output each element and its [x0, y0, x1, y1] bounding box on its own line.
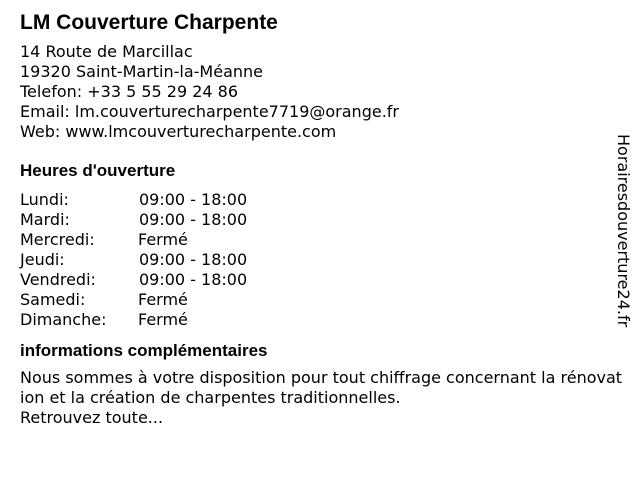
day-label: Dimanche: — [20, 310, 107, 329]
day-label: Samedi: — [20, 290, 86, 309]
hours-heading: Heures d'ouverture — [20, 161, 176, 180]
day-label: Mercredi: — [20, 230, 95, 249]
address-city: 19320 Saint-Martin-la-Méanne — [20, 62, 263, 81]
hours-row-tuesday — [20, 210, 610, 230]
hours-row-wednesday — [20, 230, 610, 250]
day-hours: 09:00 - 18:00 — [139, 250, 248, 269]
hours-row-thursday — [20, 250, 610, 270]
phone-line[interactable]: Telefon: +33 5 55 29 24 86 — [20, 82, 239, 101]
info-text-more: Retrouvez toute... — [20, 408, 164, 427]
address-street: 14 Route de Marcillac — [20, 42, 193, 61]
day-hours: Fermé — [138, 230, 188, 249]
day-label: Lundi: — [20, 190, 69, 209]
hours-row-friday — [20, 270, 610, 290]
day-hours: 09:00 - 18:00 — [139, 270, 248, 289]
hours-table — [20, 190, 610, 330]
info-heading: informations complémentaires — [20, 341, 268, 360]
web-line[interactable]: Web: www.lmcouverturecharpente.com — [20, 122, 337, 141]
day-hours: 09:00 - 18:00 — [139, 190, 248, 209]
day-hours: Fermé — [138, 310, 188, 329]
day-label: Mardi: — [20, 210, 70, 229]
info-text-paragraph: Nous sommes à votre disposition pour tout chiffrage concernant la rénovation et la création de charpentes traditionnelles. — [20, 368, 623, 407]
info-text — [20, 368, 624, 428]
email-line[interactable]: Email: lm.couverturecharpente7719@orange.fr — [20, 102, 399, 121]
hours-row-monday — [20, 190, 610, 210]
hours-row-sunday — [20, 310, 610, 330]
day-label: Jeudi: — [20, 250, 65, 269]
day-hours: 09:00 - 18:00 — [139, 210, 248, 229]
day-hours: Fermé — [138, 290, 188, 309]
hours-row-saturday — [20, 290, 610, 310]
business-name: LM Couverture Charpente — [20, 11, 278, 34]
day-label: Vendredi: — [20, 270, 96, 289]
side-brand-watermark: Horairesdouverture24.fr — [614, 134, 633, 328]
business-card — [20, 10, 623, 428]
